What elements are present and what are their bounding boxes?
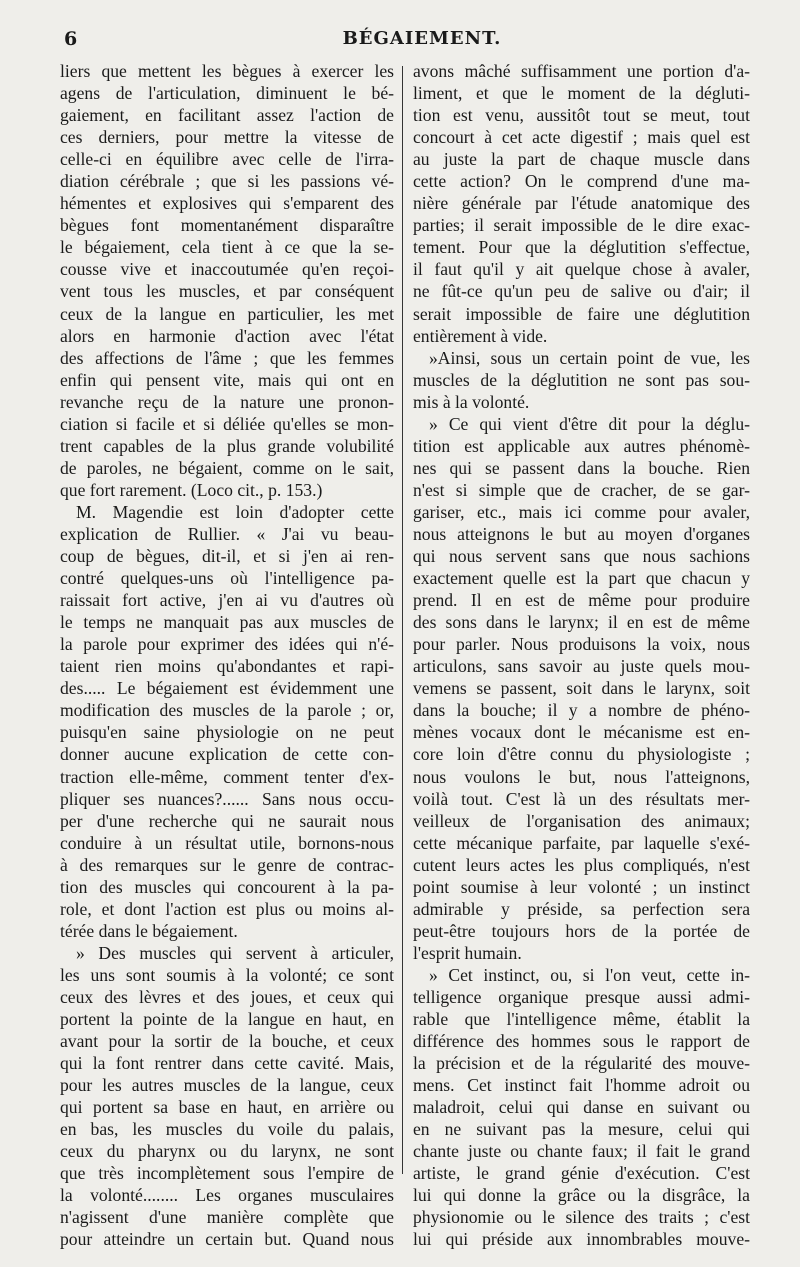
text-line: per d'une recherche qui ne saurait nous bbox=[60, 810, 394, 831]
text-line: » Des muscles qui servent à articuler, bbox=[76, 942, 394, 963]
text-line: telligence organique presque aussi admi- bbox=[413, 986, 750, 1007]
text-line: tition est applicable aux autres phénomè- bbox=[413, 435, 750, 456]
text-line: veilleux de l'organisation des animaux; bbox=[413, 810, 750, 831]
text-line: nous atteignons le but au moyen d'organes bbox=[413, 523, 750, 544]
text-line: serait impossible de faire une déglutition bbox=[413, 303, 750, 324]
text-line: des sons dans le larynx; il en est de même bbox=[413, 612, 750, 633]
text-line: taient rien moins qu'abondantes et rapi- bbox=[60, 656, 394, 677]
text-line: traction elle-même, comment tenter d'ex- bbox=[60, 766, 394, 787]
text-line: admirable y préside, sa perfection sera bbox=[413, 898, 750, 919]
text-line: avant pour la sortir de la bouche, et ceux bbox=[60, 1031, 394, 1052]
text-line: les uns sont soumis à la volonté; ce sont bbox=[60, 964, 394, 985]
text-line: chante juste ou chante faux; il fait le grand bbox=[413, 1141, 750, 1162]
text-line: le bégaiement, cela tient à ce que la se- bbox=[60, 237, 394, 258]
text-line: M. Magendie est loin d'adopter cette bbox=[76, 501, 394, 522]
text-line: térée dans le bégaiement. bbox=[60, 920, 238, 941]
text-line: dans la bouche; il y a nombre de phéno- bbox=[413, 700, 750, 721]
text-line: parties; il serait impossible de le dire exac- bbox=[413, 215, 750, 236]
page-header bbox=[62, 28, 782, 56]
text-line: au juste la part de chaque muscle dans bbox=[413, 149, 750, 170]
text-line: l'esprit humain. bbox=[413, 942, 522, 963]
text-line: » Cet instinct, ou, si l'on veut, cette in- bbox=[429, 964, 750, 985]
text-line: liers que mettent les bègues à exercer les bbox=[60, 61, 394, 81]
text-line: la précision et de la régularité des mouve- bbox=[413, 1053, 750, 1074]
column-divider bbox=[402, 66, 403, 1174]
text-line: explication de Rullier. « J'ai vu beau- bbox=[60, 523, 394, 544]
text-line: lui qui donne la grâce ou la disgrâce, la bbox=[413, 1185, 750, 1206]
right-text-column bbox=[413, 60, 750, 1251]
text-line: le temps ne manquait pas aux muscles de bbox=[60, 612, 394, 633]
text-line: pour parler. Nous produisons la voix, nous bbox=[413, 634, 750, 655]
text-line: tion des muscles qui concourent à la pa- bbox=[60, 876, 394, 897]
text-line: en bas, les muscles du voile du palais, bbox=[60, 1119, 394, 1140]
text-line: agens de l'articulation, diminuent le bé- bbox=[60, 83, 394, 104]
text-line: modification des muscles de la parole ; or, bbox=[60, 700, 394, 721]
page-number: 6 bbox=[64, 28, 78, 50]
text-line: » Ce qui vient d'être dit pour la déglu- bbox=[429, 413, 750, 434]
text-line: bègues font momentanément disparaître bbox=[60, 215, 394, 236]
text-line: ces derniers, pour mettre la vitesse de bbox=[60, 127, 394, 148]
text-line: qui nous servent sans que nous sachions bbox=[413, 546, 750, 567]
text-line: articulons, sans savoir au juste quels mou- bbox=[413, 656, 750, 677]
text-line: qui la font rentrer dans cette cavité. Mais, bbox=[60, 1053, 394, 1074]
text-line: gaiement, en facilitant assez l'action de bbox=[60, 105, 394, 126]
text-line: cutent leurs actes les plus compliqués, n'est bbox=[413, 854, 750, 875]
text-line: avons mâché suffisamment une portion d'a- bbox=[413, 61, 750, 81]
running-title: BÉGAIEMENT. bbox=[342, 28, 502, 49]
text-line: donner aucune explication de cette con- bbox=[60, 744, 394, 765]
text-line: mènes vocaux dont le mécanisme est en- bbox=[413, 722, 750, 743]
text-line: physionomie ou le silence des traits ; c'est bbox=[413, 1207, 750, 1228]
text-line: hémentes et explosives qui s'emparent des bbox=[60, 193, 394, 214]
text-line: pour les autres muscles de la langue, ceux bbox=[60, 1075, 394, 1096]
text-line: ceux des lèvres et des joues, et ceux qui bbox=[60, 986, 394, 1007]
text-line: conduire à un résultat utile, bornons-nous bbox=[60, 832, 394, 853]
text-line: cette action? On le comprend d'une ma- bbox=[413, 171, 750, 192]
text-line: revanche reçu de la nature une pronon- bbox=[60, 391, 394, 412]
text-line: ceux de la langue en particulier, les met bbox=[60, 303, 394, 324]
text-line: artiste, le grand génie d'exécution. C'est bbox=[413, 1163, 750, 1184]
text-line: celle-ci en équilibre avec celle de l'irra- bbox=[60, 149, 394, 170]
text-line: différence des hommes sous le rapport de bbox=[413, 1031, 750, 1052]
text-line: nière générale par l'étude anatomique des bbox=[413, 193, 750, 214]
text-line: pour atteindre un certain but. Quand nous bbox=[60, 1229, 394, 1250]
text-line: des..... Le bégaiement est évidemment une bbox=[60, 678, 394, 699]
text-line: concourt à cet acte digestif ; mais quel est bbox=[413, 127, 750, 148]
text-line: gariser, etc., mais ici comme pour avaler, bbox=[413, 501, 750, 522]
text-line: vent tous les muscles, et par conséquent bbox=[60, 281, 394, 302]
text-line: n'est si simple que de cracher, de se gar- bbox=[413, 479, 750, 500]
text-line: de paroles, ne bégaient, comme on le sait, bbox=[60, 457, 394, 478]
text-line: puisqu'en saine physiologie on ne peut bbox=[60, 722, 394, 743]
text-line: exactement quelle est la part que chacun y bbox=[413, 568, 750, 589]
text-line: lui qui préside aux innombrables mouve- bbox=[413, 1229, 750, 1250]
text-line: n'agissent d'une manière complète que bbox=[60, 1207, 394, 1228]
text-line: liment, et que le moment de la dégluti- bbox=[413, 83, 750, 104]
text-line: mis à la volonté. bbox=[413, 391, 530, 412]
text-line: mens. Cet instinct fait l'homme adroit ou bbox=[413, 1075, 750, 1096]
text-line: portent la pointe de la langue en haut, en bbox=[60, 1009, 394, 1030]
text-line: contré quelques-uns où l'intelligence pa- bbox=[60, 568, 394, 589]
text-line: ne fût-ce qu'un peu de salive ou d'air; il bbox=[413, 281, 750, 302]
text-line: cousse vive et inaccoutumée qu'en reçoi- bbox=[60, 259, 394, 280]
text-line: raissait fort active, j'en ai vu d'autres où bbox=[60, 590, 394, 611]
text-line: la parole pour exprimer des idées qui n'é- bbox=[60, 634, 394, 655]
text-line: voilà tout. C'est là un des résultats mer- bbox=[413, 788, 750, 809]
text-line: »Ainsi, sous un certain point de vue, les bbox=[429, 347, 750, 368]
text-line: en ne suivant pas la mesure, celui qui bbox=[413, 1119, 750, 1140]
text-line: vemens se passent, soit dans le larynx, soit bbox=[413, 678, 750, 699]
text-line: muscles de la déglutition ne sont pas sou- bbox=[413, 369, 750, 390]
text-line: peut-être toujours hors de la portée de bbox=[413, 920, 750, 941]
text-line: que fort rarement. (Loco cit., p. 153.) bbox=[60, 479, 323, 500]
text-line: role, et dont l'action est plus ou moins al- bbox=[60, 898, 394, 919]
text-line: nous voulons le but, nous l'atteignons, bbox=[413, 766, 750, 787]
text-line: à des remarques sur le genre de contrac- bbox=[60, 854, 394, 875]
text-line: nes qui se passent dans la bouche. Rien bbox=[413, 457, 750, 478]
text-line: tement. Pour que la déglutition s'effectue, bbox=[413, 237, 750, 258]
text-line: que très incomplètement sous l'empire de bbox=[60, 1163, 394, 1184]
text-line: ciation si facile et si déliée qu'elles se mon- bbox=[60, 413, 394, 434]
text-line: trent capables de la plus grande volubilité bbox=[60, 435, 394, 456]
text-line: core loin d'être connu du physiologiste ; bbox=[413, 744, 750, 765]
text-line: rable que l'intelligence même, établit la bbox=[413, 1009, 750, 1030]
text-line: ceux du pharynx ou du larynx, ne sont bbox=[60, 1141, 394, 1162]
text-line: diation cérébrale ; que si les passions vé- bbox=[60, 171, 394, 192]
text-line: tion est venu, aussitôt tout se meut, tout bbox=[413, 105, 750, 126]
text-line: la volonté........ Les organes musculaires bbox=[60, 1185, 394, 1206]
text-line: il faut qu'il y ait quelque chose à avaler, bbox=[413, 259, 750, 280]
text-line: pliquer ses nuances?...... Sans nous occu- bbox=[60, 788, 394, 809]
text-line: prend. Il en est de même pour produire bbox=[413, 590, 750, 611]
text-line: entièrement à vide. bbox=[413, 325, 548, 346]
text-line: cette mécanique parfaite, par laquelle s'exé- bbox=[413, 832, 750, 853]
text-line: coup de bègues, dit-il, et si j'en ai ren- bbox=[60, 546, 394, 567]
text-line: point soumise à leur volonté ; un instinct bbox=[413, 876, 750, 897]
text-line: qui portent sa base en haut, en arrière ou bbox=[60, 1097, 394, 1118]
text-line: enfin qui pensent vite, mais qui ont en bbox=[60, 369, 394, 390]
left-text-column bbox=[60, 60, 394, 1251]
text-line: des affections de l'âme ; que les femmes bbox=[60, 347, 394, 368]
text-line: maladroit, celui qui danse en suivant ou bbox=[413, 1097, 750, 1118]
text-line: alors en harmonie d'action avec l'état bbox=[60, 325, 394, 346]
